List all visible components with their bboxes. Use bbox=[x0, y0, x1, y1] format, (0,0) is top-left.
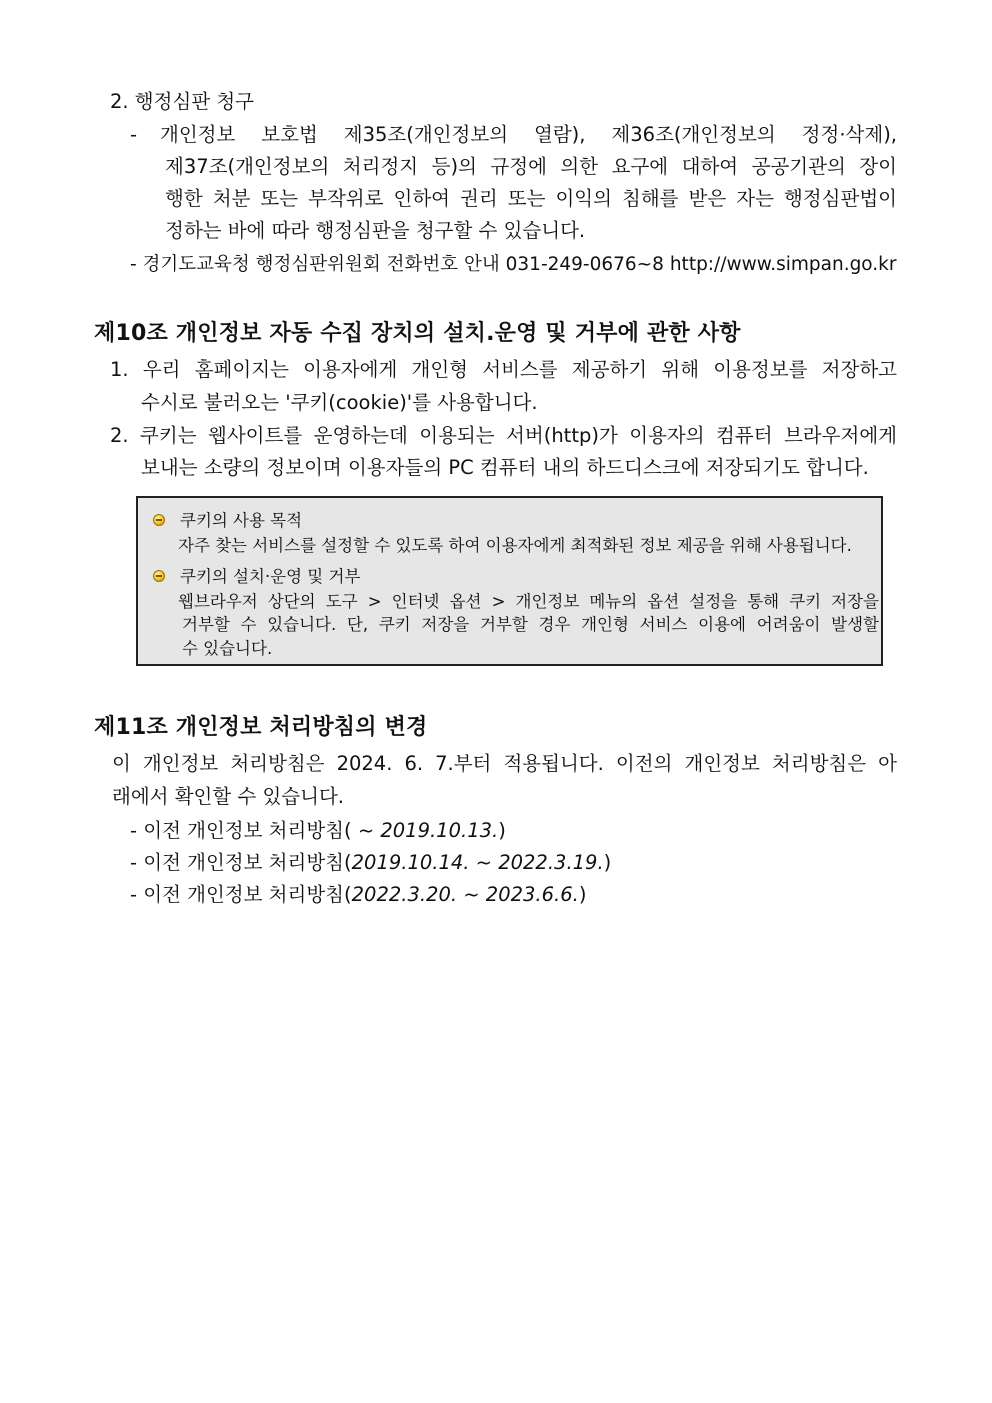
appeal-text-line: 개인정보 보호법 제35조(개인정보의 열람), 제36조(개인정보의 정정·삭제), bbox=[160, 123, 897, 146]
section-heading-administrative-appeal: 2. 행정심판 청구 bbox=[110, 90, 255, 113]
cookie-purpose-text: 자주 찾는 서비스를 설정할 수 있도록 하여 이용자에게 최적화된 정보 제공을 위해 사용됩니다. bbox=[178, 536, 852, 555]
appeal-text-line: 제37조(개인정보의 처리정지 등)의 규정에 의한 요구에 대하여 공공기관의 장이 bbox=[165, 155, 897, 178]
previous-policy-link[interactable]: - 이전 개인정보 처리방침(2022.3.20. ~ 2023.6.6.) bbox=[130, 883, 587, 906]
policy-change-text: 래에서 확인할 수 있습니다. bbox=[112, 785, 345, 808]
article-11-title: 제11조 개인정보 처리방침의 변경 bbox=[94, 715, 428, 740]
cookie-operation-text: 수 있습니다. bbox=[182, 639, 273, 658]
policy-change-text: 이 개인정보 처리방침은 2024. 6. 7.부터 적용됩니다. 이전의 개인정보 처리방침은 아 bbox=[112, 752, 897, 775]
cookie-purpose-title: 쿠키의 사용 목적 bbox=[180, 511, 303, 530]
cookie-item-2-line: 2. 쿠키는 웹사이트를 운영하는데 이용되는 서버(http)가 이용자의 컴퓨터 브라우저에게 bbox=[110, 424, 897, 447]
cookie-operation-text: 거부할 수 있습니다. 단, 쿠키 저장을 거부할 경우 개인형 서비스 이용에 어려움이 발생할 bbox=[182, 615, 879, 634]
bullet-icon bbox=[153, 570, 165, 582]
previous-policy-link[interactable]: - 이전 개인정보 처리방침( ~ 2019.10.13.) bbox=[130, 819, 506, 842]
cookie-operation-title: 쿠키의 설치·운영 및 거부 bbox=[180, 567, 361, 586]
cookie-item-1-line: 수시로 불러오는 '쿠키(cookie)'를 사용합니다. bbox=[141, 391, 538, 414]
appeal-text-line: 행한 처분 또는 부작위로 인하여 권리 또는 이익의 침해를 받은 자는 행정심판법이 bbox=[165, 187, 897, 210]
bullet-icon bbox=[153, 514, 165, 526]
cookie-item-2-line: 보내는 소량의 정보이며 이용자들의 PC 컴퓨터 내의 하드디스크에 저장되기도 합니다. bbox=[141, 456, 869, 479]
cookie-operation-text: 웹브라우저 상단의 도구 > 인터넷 옵션 > 개인정보 메뉴의 옵션 설정을 통해 쿠키 저장을 bbox=[178, 592, 879, 611]
previous-policy-link[interactable]: - 이전 개인정보 처리방침(2019.10.14. ~ 2022.3.19.) bbox=[130, 851, 612, 874]
cookie-info-box bbox=[136, 496, 883, 666]
appeal-text-line: 정하는 바에 따라 행정심판을 청구할 수 있습니다. bbox=[165, 219, 586, 242]
dash-marker: - bbox=[130, 123, 138, 146]
article-10-title: 제10조 개인정보 자동 수집 장치의 설치.운영 및 거부에 관한 사항 bbox=[94, 321, 741, 346]
cookie-item-1-line: 1. 우리 홈페이지는 이용자에게 개인형 서비스를 제공하기 위해 이용정보를 저장하고 bbox=[110, 358, 897, 381]
appeal-contact-info: - 경기도교육청 행정심판위원회 전화번호 안내 031-249-0676~8 http://www.simpan.go.kr bbox=[130, 254, 897, 275]
